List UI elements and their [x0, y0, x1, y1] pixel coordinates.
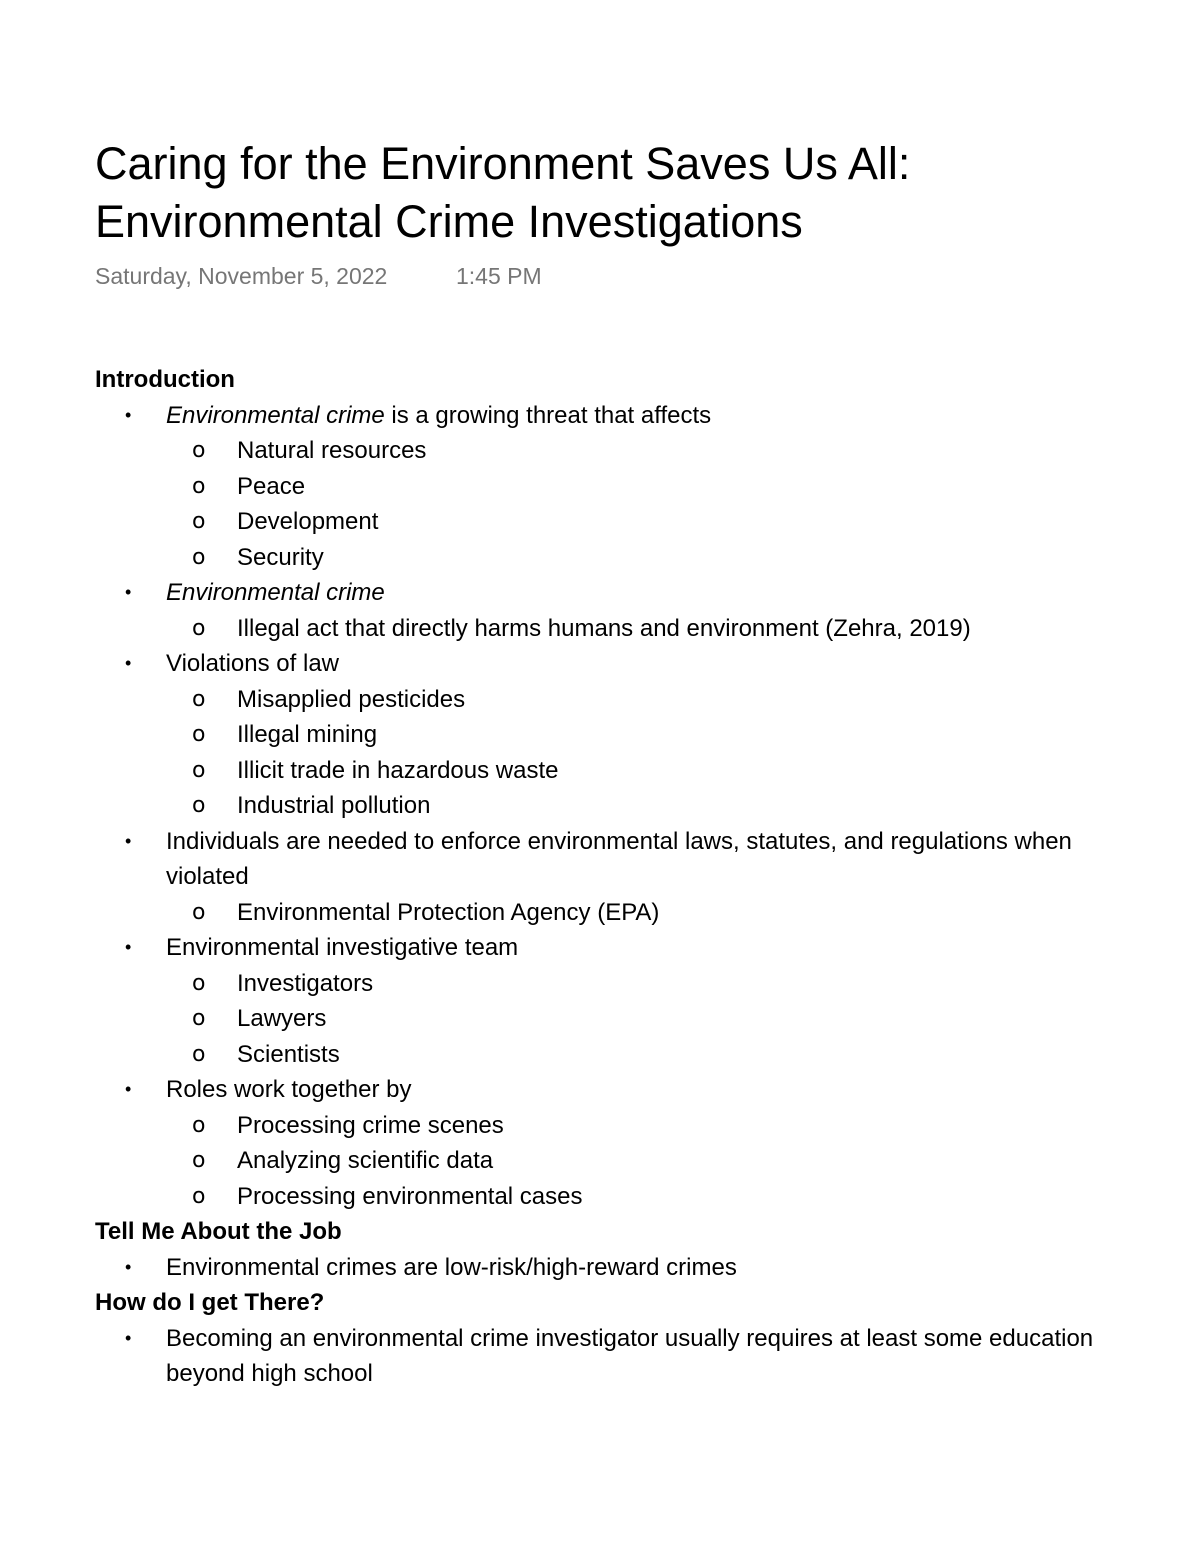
list-item-text: Violations of law [166, 650, 339, 677]
sub-list-item [166, 1179, 1095, 1215]
list-item [95, 1321, 1095, 1392]
sub-bullet-icon: o [192, 722, 206, 747]
sub-list [95, 895, 1095, 931]
sub-list-item [166, 788, 1095, 824]
sub-list-item-text: Industrial pollution [237, 792, 431, 819]
emphasis-text: Environmental crime [166, 401, 385, 429]
bullet-icon: • [125, 1256, 132, 1277]
sub-bullet-icon: o [192, 1183, 206, 1209]
sub-bullet-icon: o [192, 970, 206, 996]
sub-list-item-text: Lawyers [237, 1005, 327, 1032]
heading-tell-me-about-the-job: Tell Me About the Job [95, 1218, 342, 1245]
sub-list-item-text: Natural resources [237, 437, 427, 464]
sub-list-item-text: Development [237, 508, 379, 535]
sub-list [95, 1108, 1095, 1215]
sub-list [95, 966, 1095, 1073]
list-item-text: Becoming an environmental crime investigator usually requires at least some education beyond high school [166, 1324, 1094, 1387]
sub-list-item-text: Misapplied pesticides [237, 685, 466, 713]
sub-bullet-icon: o [192, 793, 206, 818]
heading-how-do-i-get-there: How do I get There? [95, 1289, 325, 1316]
sub-bullet-icon: o [192, 544, 206, 570]
bullet-icon: • [125, 653, 132, 673]
list-item-text: Environmental crimes are low-risk/high-reward crimes [166, 1253, 737, 1281]
sub-list [95, 682, 1095, 824]
sub-list-item-text: Investigators [237, 969, 374, 997]
page-timestamp [95, 263, 542, 290]
introduction-list [95, 398, 1095, 1215]
sub-list-item [166, 540, 1095, 576]
sub-bullet-icon: o [192, 899, 206, 925]
sub-list-item [166, 1037, 1095, 1073]
bullet-icon: • [125, 582, 132, 602]
sub-bullet-icon: o [192, 1112, 206, 1138]
list-item-text: is a growing threat that affects [384, 401, 712, 429]
list-item [95, 646, 1095, 824]
sub-list [95, 433, 1095, 575]
sub-bullet-icon: o [192, 473, 206, 499]
sub-bullet-icon: o [192, 1041, 206, 1067]
page-time: 1:45 PM [456, 263, 542, 289]
list-item [95, 824, 1095, 931]
sub-bullet-icon: o [192, 1148, 206, 1173]
bullet-icon: • [125, 937, 132, 957]
sub-list-item [166, 433, 1095, 469]
sub-list-item-text: Peace [237, 472, 306, 500]
path-list [95, 1321, 1095, 1392]
sub-list-item-text: Security [237, 543, 324, 571]
sub-bullet-icon: o [192, 509, 206, 534]
list-item-text: Individuals are needed to enforce environmental laws, statutes, and regulations when violated [166, 827, 1072, 890]
emphasis-text: Environmental crime [166, 579, 385, 606]
sub-list-item [166, 966, 1095, 1002]
sub-list-item [166, 682, 1095, 718]
sub-bullet-icon: o [192, 757, 206, 783]
list-item [95, 1072, 1095, 1214]
sub-list-item-text: Illegal act that directly harms humans and environment (Zehra, 2019) [237, 614, 971, 642]
sub-list-item [166, 611, 1095, 647]
sub-list-item-text: Illicit trade in hazardous waste [237, 756, 559, 784]
list-item [95, 398, 1095, 576]
page-date: Saturday, November 5, 2022 [95, 263, 388, 289]
page-title[interactable] [95, 135, 1095, 251]
sub-list-item-text: Environmental Protection Agency (EPA) [237, 898, 660, 926]
list-item-text: Roles work together by [166, 1076, 412, 1103]
sub-list-item-text: Processing environmental cases [237, 1182, 583, 1210]
bullet-icon: • [125, 1079, 132, 1099]
page-title-line-1: Caring for the Environment Saves Us All: [95, 138, 911, 189]
sub-bullet-icon: o [192, 1006, 206, 1031]
sub-list-item [166, 469, 1095, 505]
sub-list-item [166, 504, 1095, 540]
sub-bullet-icon: o [192, 686, 206, 712]
sub-list-item-text: Illegal mining [237, 721, 378, 748]
sub-list-item-text: Analyzing scientific data [237, 1147, 494, 1174]
bullet-icon: • [125, 830, 132, 851]
list-item [95, 1250, 1095, 1286]
sub-list-item [166, 717, 1095, 753]
heading-introduction: Introduction [95, 366, 235, 393]
list-item [95, 575, 1095, 646]
sub-bullet-icon: o [192, 438, 206, 463]
sub-list-item [166, 895, 1095, 931]
list-item-text: Environmental investigative team [166, 934, 519, 961]
sub-list-item-text: Processing crime scenes [237, 1111, 504, 1139]
sub-list-item [166, 1001, 1095, 1037]
sub-list-item [166, 1108, 1095, 1144]
note-body[interactable] [95, 362, 1095, 1436]
sub-list-item [166, 753, 1095, 789]
sub-list-item [166, 1143, 1095, 1179]
bullet-icon: • [125, 404, 132, 425]
sub-list [95, 611, 1095, 647]
page-title-line-2: Environmental Crime Investigations [95, 196, 803, 247]
list-item [95, 930, 1095, 1072]
bullet-icon: • [125, 1327, 132, 1348]
sub-list-item-text: Scientists [237, 1040, 340, 1068]
sub-bullet-icon: o [192, 615, 206, 641]
job-list [95, 1250, 1095, 1286]
